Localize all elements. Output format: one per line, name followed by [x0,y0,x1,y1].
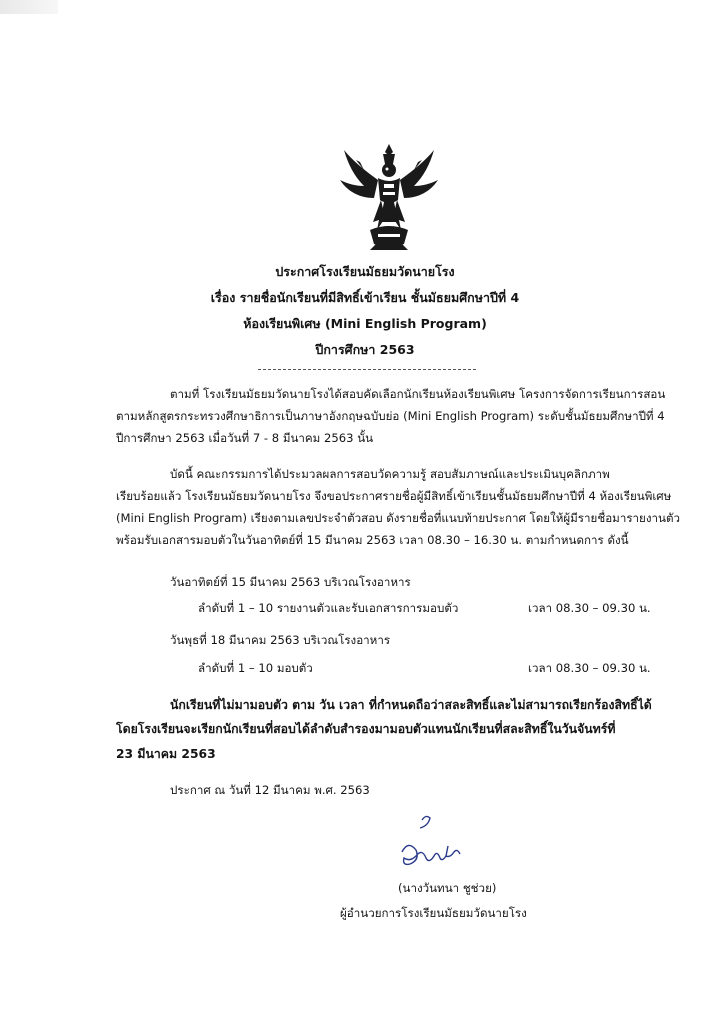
para1-line3: ปีการศึกษา 2563 เมื่อวันที่ 7 - 8 มีนาคม 2563 นั้น [116,431,374,445]
schedule-time-1: เวลา 08.30 – 09.30 น. [528,601,651,615]
signer-name: (นางวันทนา ชูช่วย) [398,881,497,895]
header-divider [258,369,476,370]
signature-icon [394,812,494,878]
header-line-4: ปีการศึกษา 2563 [315,342,415,357]
notice-line3: 23 มีนาคม 2563 [116,747,216,761]
schedule-time-2: เวลา 08.30 – 09.30 น. [528,661,651,675]
para2-line1: บัดนี้ คณะกรรมการได้ประมวลผลการสอบวัดความรู้ สอบสัมภาษณ์และประเมินบุคลิกภาพ [170,467,610,481]
scan-artifact [0,0,58,14]
para2-line3: (Mini English Program) เรียงตามเลขประจำตัวสอบ ดังรายชื่อที่แนบท้ายประกาศ โดยให้ผู้มีรายชื่อมารายงานตัว [116,511,680,525]
header-line-3: ห้องเรียนพิเศษ (Mini English Program) [243,316,487,331]
announce-date: ประกาศ ณ วันที่ 12 มีนาคม พ.ศ. 2563 [170,783,370,797]
header-line-2: เรื่อง รายชื่อนักเรียนที่มีสิทธิ์เข้าเรียน ชั้นมัธยมศึกษาปีที่ 4 [210,290,520,305]
notice-line1: นักเรียนที่ไม่มามอบตัว ตาม วัน เวลา ที่กำหนดถือว่าสละสิทธิ์และไม่สามารถเรียกร้องสิทธิ์ได้ [170,698,652,712]
para2-line4: พร้อมรับเอกสารมอบตัวในวันอาทิตย์ที่ 15 มีนาคม 2563 เวลา 08.30 – 16.30 น. ตามกำหนดการ ดังนี้ [116,533,629,547]
para1-line2: ตามหลักสูตรกระทรวงศึกษาธิการเป็นภาษาอังกฤษฉบับย่อ (Mini English Program) ระดับชั้นมัธยมศึกษาปีที่ 4 [116,409,665,423]
schedule-day-1: วันอาทิตย์ที่ 15 มีนาคม 2563 บริเวณโรงอาหาร [170,575,411,589]
para1-line1: ตามที่ โรงเรียนมัธยมวัดนายโรงได้สอบคัดเลือกนักเรียนห้องเรียนพิเศษ โครงการจัดการเรียนการสอน [170,387,666,401]
garuda-emblem-icon [334,140,444,252]
header-line-1: ประกาศโรงเรียนมัธยมวัดนายโรง [275,264,455,279]
schedule-item-2: ลำดับที่ 1 – 10 มอบตัว [198,661,313,675]
notice-line2: โดยโรงเรียนจะเรียกนักเรียนที่สอบได้ลำดับสำรองมามอบตัวแทนนักเรียนที่สละสิทธิ์ในวันจันทร์ที่ [116,722,616,736]
schedule-day-2: วันพุธที่ 18 มีนาคม 2563 บริเวณโรงอาหาร [170,633,391,647]
para2-line2: เรียบร้อยแล้ว โรงเรียนมัธยมวัดนายโรง จึงขอประกาศรายชื่อผู้มีสิทธิ์เข้าเรียนชั้นมัธยมศึกษาปีที่ 4 ห้องเรียนพิเศษ [116,489,672,503]
signer-title: ผู้อำนวยการโรงเรียนมัธยมวัดนายโรง [340,906,527,920]
schedule-item-1: ลำดับที่ 1 – 10 รายงานตัวและรับเอกสารการมอบตัว [198,601,459,615]
